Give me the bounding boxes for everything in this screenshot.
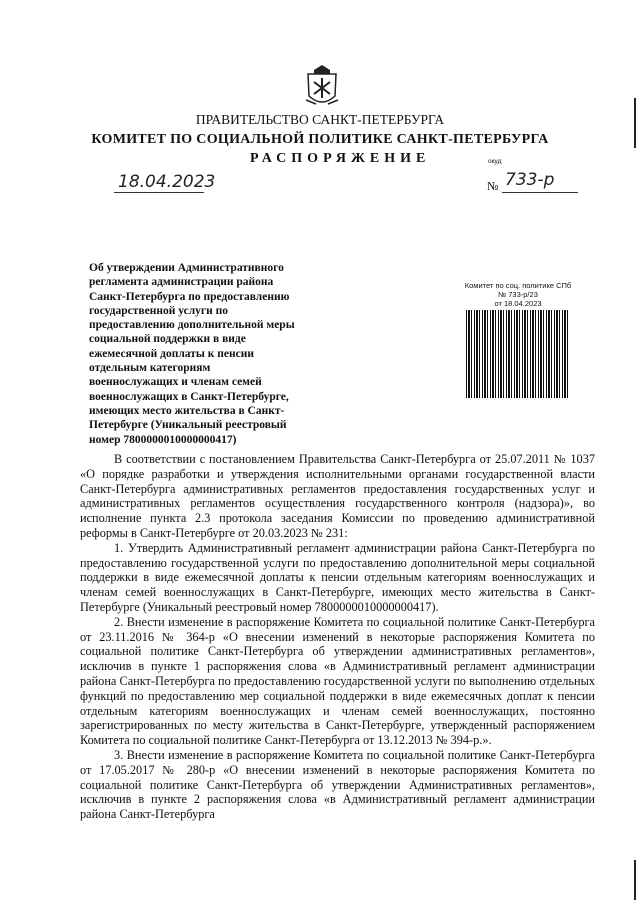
paragraph-2: 2. Внести изменение в распоряжение Комитета по социальной политике Санкт-Петербурга от 23.11.2016 № 364-р «О внесении изменений в некоторые распоряжения Комитета по социальной политике Санкт-Петербурга об утверждении административных регламентов», исключив в пункте 1 распоряжения слова «в Административный регламент администрации района Санкт-Петербурга по предоставлению государственной услуги по выполнению отдельных функций по предоставлению мер социальной поддержки в виде ежемесячных доплат к пенсии отдельным категориям военнослужащих и членам семей военнослужащих, постоянно зарегистрированных по месту жительства в Санкт-Петербурге, утвержденный распоряжением Комитета по социальной политике Санкт-Петербурга от 13.12.2013 № 394-р.». <box>80 614 595 748</box>
government-heading: ПРАВИТЕЛЬСТВО САНКТ-ПЕТЕРБУРГА <box>195 112 445 127</box>
number-label: № <box>487 179 499 193</box>
paragraph-1: 1. Утвердить Административный регламент администрации района Санкт-Петербурга по предоставлению государственной услуги по предоставлению дополнительной меры социальной поддержки в виде ежемесячной доплаты к пенсии отдельным категориям военнослужащих и членам семей военнослужащих в Санкт-Петербурге, имеющих место жительства в Санкт-Петербурге (Уникальный реестровый номер 7800000010000000417). <box>80 540 595 614</box>
document-number: 733-р <box>505 170 555 190</box>
scan-edge-mark <box>634 860 636 900</box>
document-date: 18.04.2023 <box>118 172 216 192</box>
document-type: РАСПОРЯЖЕНИЕ <box>250 151 431 166</box>
paragraph-3: 3. Внести изменение в распоряжение Комитета по социальной политике Санкт-Петербурга от 17.05.2017 № 280-р «О внесении изменений в некоторые распоряжения Комитета по социальной политике Санкт-Петербурга об утверждении Административных регламентов», исключив в пункте 2 распоряжения слова «в Административный регламент администрации района Санкт-Петербурга <box>80 747 595 822</box>
okud-label: окуд <box>488 158 502 165</box>
registration-stamp <box>448 281 588 308</box>
coat-of-arms-icon <box>302 64 342 110</box>
barcode <box>466 310 570 398</box>
date-underline <box>114 192 204 193</box>
document-body <box>80 452 595 822</box>
stamp-line-3: от 18.04.2023 <box>494 299 542 308</box>
committee-heading: КОМИТЕТ ПО СОЦИАЛЬНОЙ ПОЛИТИКЕ САНКТ-ПЕТЕРБУРГА <box>91 132 549 147</box>
paragraph-preamble: В соответствии с постановлением Правительства Санкт-Петербурга от 25.07.2011 № 1037 «О порядке разработки и утверждения исполнительными органами государственной власти Санкт-Петербурга административных регламентов предоставления государственных услуг и административных регламентов осуществления государственного контроля (надзора)», во исполнение пункта 2.3 протокола заседания Комиссии по проведению административной реформы в Санкт-Петербурге от 20.03.2023 № 231: <box>80 452 595 540</box>
document-title: Об утверждении Административного регламента администрации района Санкт-Петербурга по предоставлению государственной услуги по предоставлению дополнительной меры социальной поддержки в виде ежемесячной доплаты к пенсии отдельным категориям военнослужащих и членам семей военнослужащих в Санкт-Петербурге, имеющих место жительства в Санкт-Петербурге (Уникальный реестровый номер 7800000010000000417) <box>89 262 295 446</box>
scan-edge-mark <box>634 98 636 148</box>
stamp-line-1: Комитет по соц. политике СПб <box>464 281 572 290</box>
number-underline <box>502 192 578 193</box>
stamp-line-2: № 733-р/23 <box>498 290 538 299</box>
